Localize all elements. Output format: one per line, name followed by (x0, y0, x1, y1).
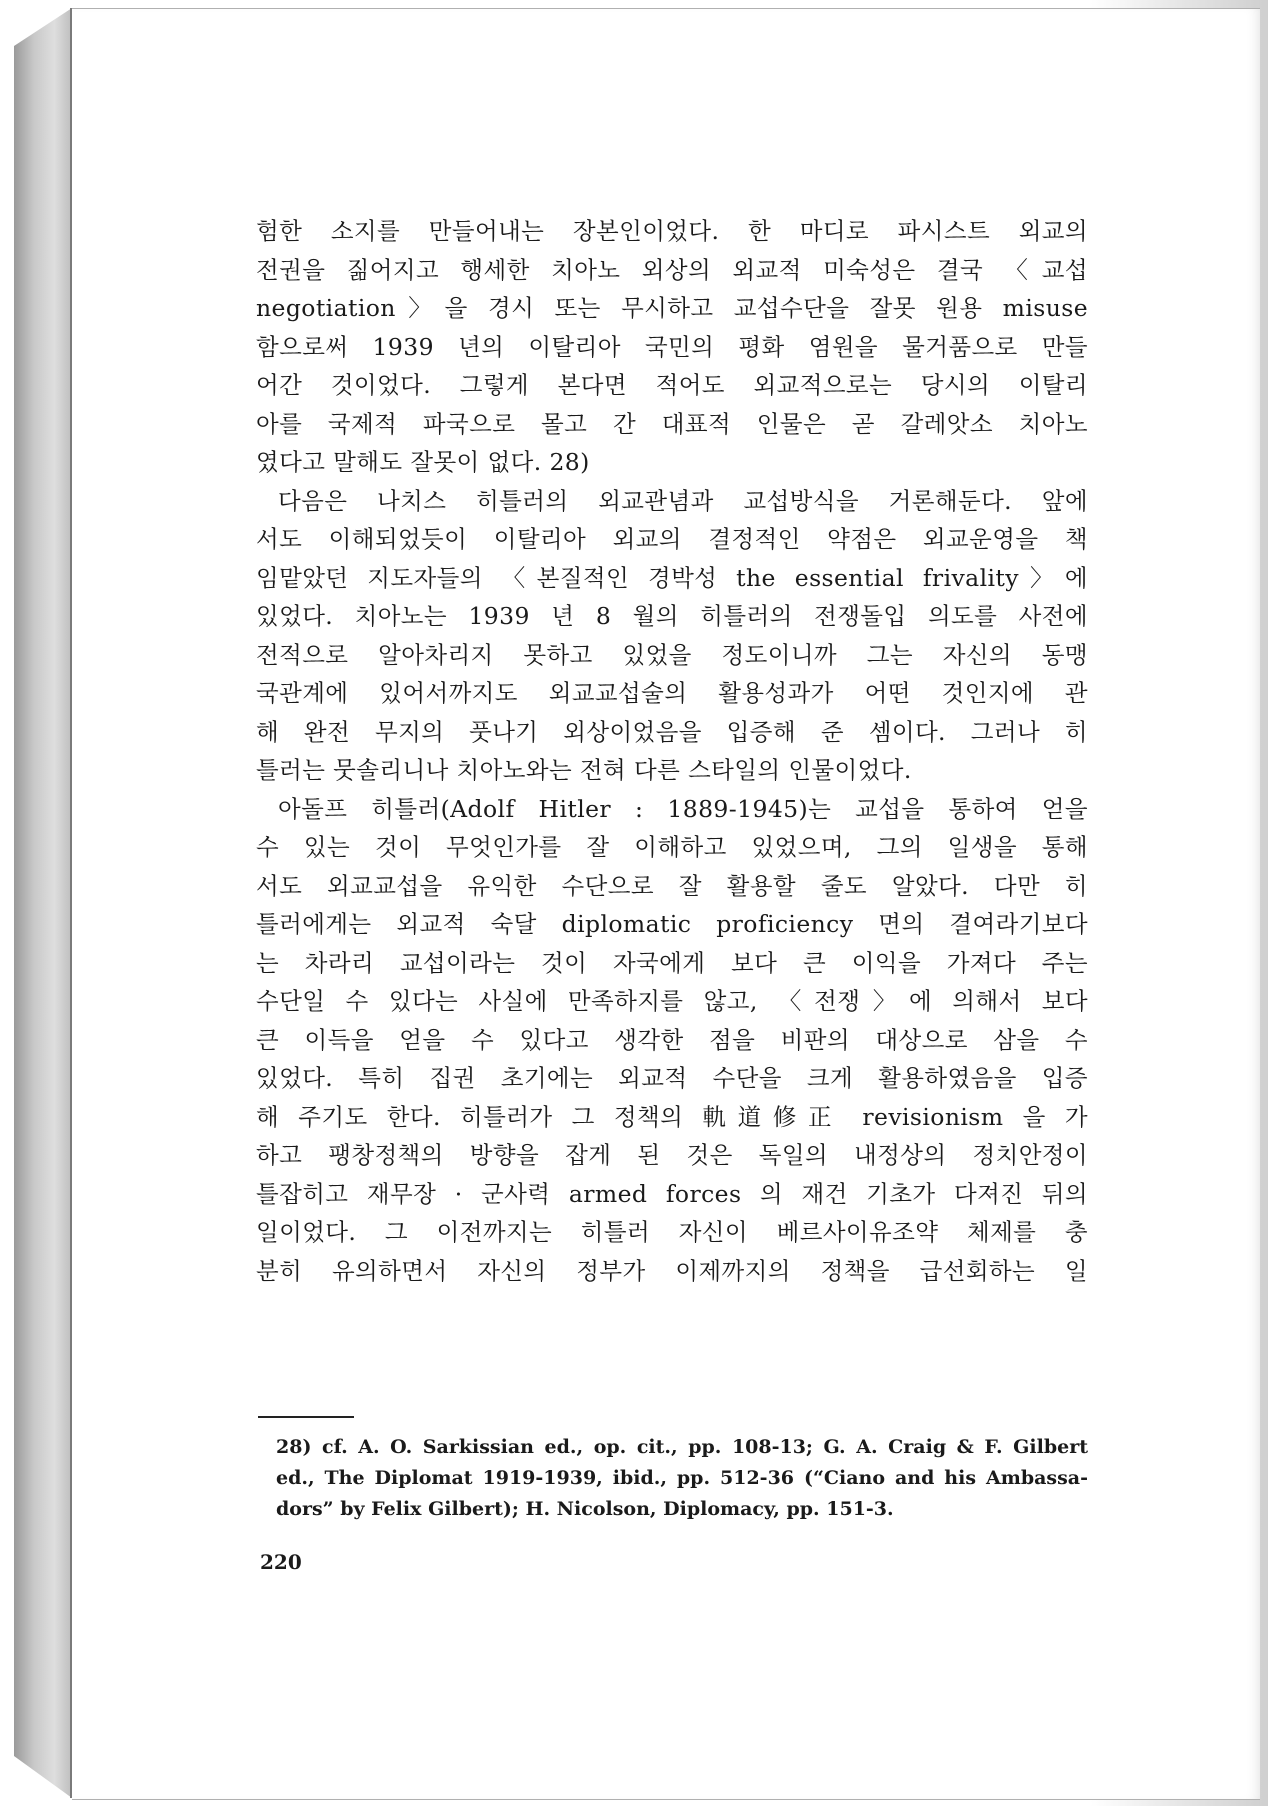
text-line: 틀러에게는 외교적 숙달 diplomatic proficiency 면의 결여라기보다 (256, 910, 1088, 938)
footnote-line: 28) cf. A. O. Sarkissian ed., op. cit., pp. 108-13; G. A. Craig & F. Gilbert (276, 1436, 1088, 1458)
text-line: 다음은 나치스 히틀러의 외교관념과 교섭방식을 거론해둔다. 앞에 (278, 486, 1088, 515)
footnote-line: ed., The Diplomat 1919-1939, ibid., pp. 512-36 (“Ciano and his Ambassa- (276, 1467, 1088, 1489)
book-spine (14, 8, 72, 1798)
text-line: 함으로써 1939 년의 이탈리아 국민의 평화 염원을 물거품으로 만들 (256, 332, 1088, 361)
text-line: 틀러는 뭇솔리니나 치아노와는 전혀 다른 스타일의 인물이었다. (256, 756, 912, 784)
text-line: 있었다. 치아노는 1939 년 8 월의 히틀러의 전쟁돌입 의도를 사전에 (256, 602, 1088, 630)
text-line: negotiation〉을 경시 또는 무시하고 교섭수단을 잘못 원용 misuse (256, 294, 1088, 322)
text-line: 였다고 말해도 잘못이 없다. 28) (256, 448, 590, 476)
text-line: 큰 이득을 얻을 수 있다고 생각한 점을 비판의 대상으로 삼을 수 (256, 1025, 1088, 1054)
footnote-line: dors” by Felix Gilbert); H. Nicolson, Diplomacy, pp. 151-3. (276, 1498, 894, 1520)
text-line: 있었다. 특히 집권 초기에는 외교적 수단을 크게 활용하였음을 입증 (256, 1064, 1088, 1092)
text-line: 전적으로 알아차리지 못하고 있었을 정도이니까 그는 자신의 동맹 (256, 640, 1088, 669)
text-line: 험한 소지를 만들어내는 장본인이었다. 한 마디로 파시스트 외교의 (256, 217, 1088, 245)
text-line: 는 차라리 교섭이라는 것이 자국에게 보다 큰 이익을 가져다 주는 (256, 948, 1088, 977)
text-line: 틀잡히고 재무장 · 군사력 armed forces 의 재건 기초가 다져진 뒤의 (256, 1179, 1088, 1208)
text-line: 분히 유의하면서 자신의 정부가 이제까지의 정책을 급선회하는 일 (256, 1256, 1088, 1285)
text-line: 수단일 수 있다는 사실에 만족하지를 않고, 〈전쟁〉에 의해서 보다 (256, 987, 1088, 1015)
text-line: 일이었다. 그 이전까지는 히틀러 자신이 베르사이유조약 체제를 충 (256, 1218, 1088, 1246)
text-line: 국관계에 있어서까지도 외교교섭술의 활용성과가 어떤 것인지에 관 (256, 679, 1088, 707)
footnote-separator (258, 1416, 354, 1418)
text-line: 임맡았던 지도자들의 〈본질적인 경박성 the essential frivality〉에 (256, 563, 1088, 592)
text-line: 해 주기도 한다. 히틀러가 그 정책의 軌道修正 revisionism 을 가 (256, 1102, 1088, 1131)
text-line: 서도 외교교섭을 유익한 수단으로 잘 활용할 줄도 알았다. 다만 히 (256, 871, 1088, 900)
text-line: 해 완전 무지의 풋나기 외상이었음을 입증해 준 셈이다. 그러나 히 (256, 717, 1088, 746)
footnotes (276, 1432, 1088, 1525)
text-line: 서도 이해되었듯이 이탈리아 외교의 결정적인 약점은 외교운영을 책 (256, 525, 1088, 553)
text-line: 전권을 짊어지고 행세한 치아노 외상의 외교적 미숙성은 결국 〈교섭 (256, 255, 1088, 284)
page-number: 220 (260, 1550, 302, 1574)
text-line: 아를 국제적 파국으로 몰고 간 대표적 인물은 곧 갈레앗소 치아노 (256, 409, 1088, 438)
body-text (256, 212, 1088, 1290)
text-line: 하고 팽창정책의 방향을 잡게 된 것은 독일의 내정상의 정치안정이 (256, 1141, 1088, 1169)
text-line: 아돌프 히틀러(Adolf Hitler : 1889-1945)는 교섭을 통하여 얻을 (278, 794, 1088, 823)
text-line: 수 있는 것이 무엇인가를 잘 이해하고 있었으며, 그의 일생을 통해 (256, 833, 1088, 861)
text-line: 어간 것이었다. 그렇게 본다면 적어도 외교적으로는 당시의 이탈리 (256, 371, 1088, 399)
